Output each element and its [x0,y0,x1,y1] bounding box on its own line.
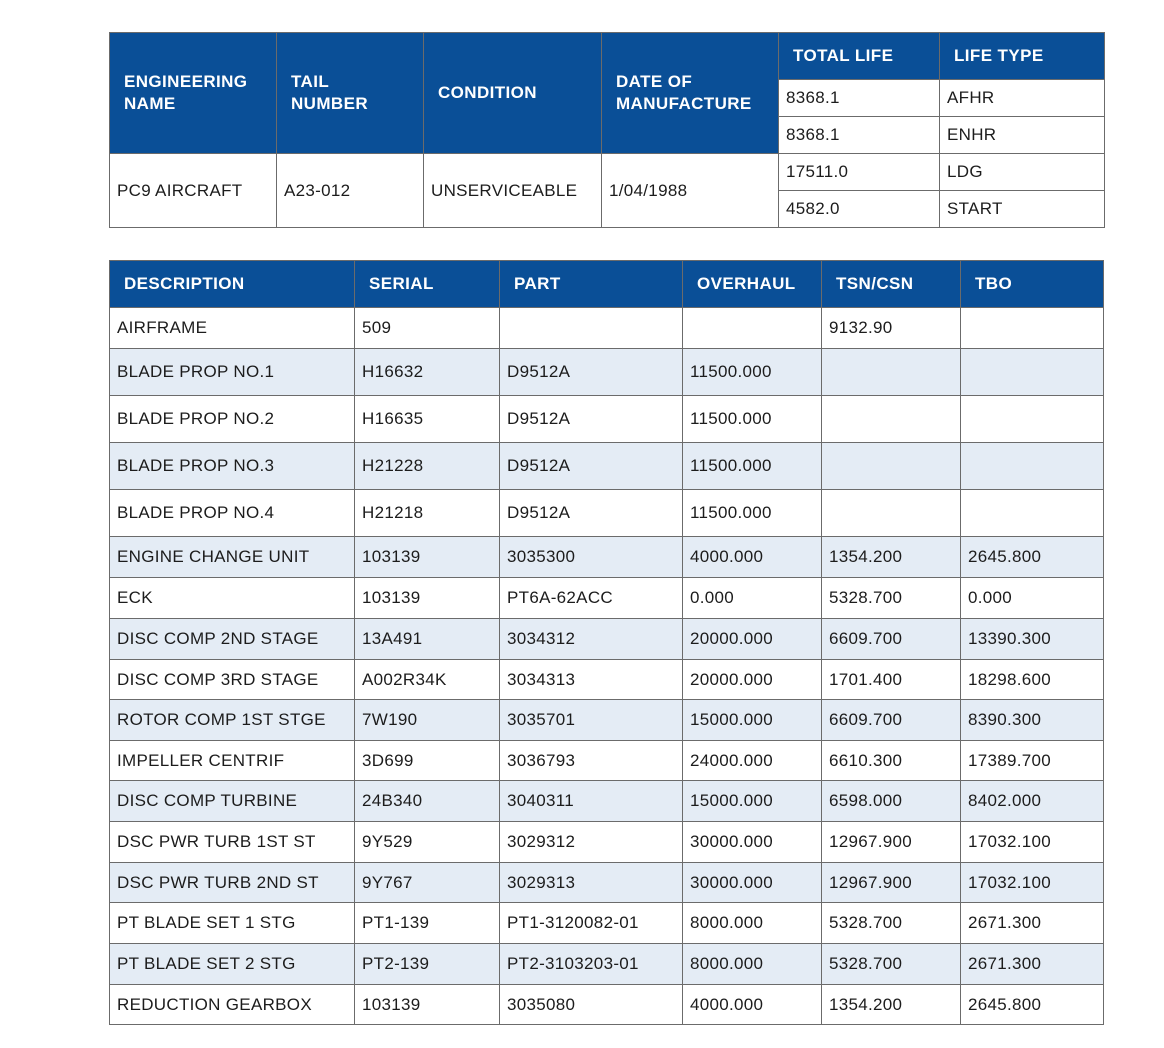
header-description: DESCRIPTION [110,261,355,308]
serial-cell: 24B340 [355,781,500,822]
aircraft-condition: UNSERVICEABLE [424,154,602,228]
header-total-life: TOTAL LIFE [779,33,940,80]
description-cell: PT BLADE SET 2 STG [110,944,355,985]
overhaul-cell: 15000.000 [683,781,822,822]
component-row [110,619,1104,660]
component-row [110,578,1104,619]
serial-cell: H16632 [355,349,500,396]
part-cell: D9512A [500,396,683,443]
description-cell: REDUCTION GEARBOX [110,985,355,1025]
part-cell: PT2-3103203-01 [500,944,683,985]
aircraft-engineering-name: PC9 AIRCRAFT [110,154,277,228]
serial-cell: PT1-139 [355,903,500,944]
tsn-csn-cell: 1354.200 [822,985,961,1025]
header-date-of-manufacture: DATE OF MANUFACTURE [602,33,779,154]
tbo-cell: 8390.300 [961,700,1104,741]
description-cell: BLADE PROP NO.2 [110,396,355,443]
header-part: PART [500,261,683,308]
tbo-cell: 2645.800 [961,537,1104,578]
serial-cell: 103139 [355,537,500,578]
overhaul-cell: 4000.000 [683,537,822,578]
part-cell: 3029313 [500,863,683,903]
tbo-cell: 2645.800 [961,985,1104,1025]
serial-cell: PT2-139 [355,944,500,985]
tsn-csn-cell: 1354.200 [822,537,961,578]
header-serial: SERIAL [355,261,500,308]
component-row [110,985,1104,1025]
part-cell: 3034312 [500,619,683,660]
tbo-cell: 8402.000 [961,781,1104,822]
part-cell: PT1-3120082-01 [500,903,683,944]
serial-cell: H21218 [355,490,500,537]
component-row [110,660,1104,700]
tbo-cell [961,349,1104,396]
tbo-cell: 13390.300 [961,619,1104,660]
description-cell: ROTOR COMP 1ST STGE [110,700,355,741]
overhaul-cell: 11500.000 [683,349,822,396]
header-tbo: TBO [961,261,1104,308]
tsn-csn-cell: 5328.700 [822,578,961,619]
overhaul-cell: 8000.000 [683,903,822,944]
tbo-cell: 2671.300 [961,944,1104,985]
serial-cell: 7W190 [355,700,500,741]
total-life-value: 8368.1 [779,117,940,154]
tsn-csn-cell: 12967.900 [822,822,961,863]
part-cell: 3035080 [500,985,683,1025]
tbo-cell [961,443,1104,490]
description-cell: DISC COMP TURBINE [110,781,355,822]
serial-cell: 13A491 [355,619,500,660]
life-type-value: AFHR [940,80,1105,117]
description-cell: BLADE PROP NO.1 [110,349,355,396]
component-row [110,349,1104,396]
tbo-cell: 0.000 [961,578,1104,619]
component-row [110,863,1104,903]
serial-cell: 509 [355,308,500,349]
component-row [110,308,1104,349]
component-row [110,781,1104,822]
description-cell: PT BLADE SET 1 STG [110,903,355,944]
overhaul-cell: 11500.000 [683,490,822,537]
header-engineering-name: ENGINEERING NAME [110,33,277,154]
tbo-cell: 17032.100 [961,822,1104,863]
component-row [110,443,1104,490]
tsn-csn-cell [822,349,961,396]
tsn-csn-cell [822,396,961,443]
overhaul-cell: 8000.000 [683,944,822,985]
tbo-cell: 17032.100 [961,863,1104,903]
part-cell [500,308,683,349]
component-row [110,700,1104,741]
aircraft-tail-number: A23-012 [277,154,424,228]
description-cell: BLADE PROP NO.3 [110,443,355,490]
description-cell: IMPELLER CENTRIF [110,741,355,781]
description-cell: ECK [110,578,355,619]
part-cell: PT6A-62ACC [500,578,683,619]
part-cell: D9512A [500,349,683,396]
description-cell: DSC PWR TURB 2ND ST [110,863,355,903]
tsn-csn-cell: 6610.300 [822,741,961,781]
part-cell: 3036793 [500,741,683,781]
header-tsn-csn: TSN/CSN [822,261,961,308]
description-cell: BLADE PROP NO.4 [110,490,355,537]
part-cell: 3035300 [500,537,683,578]
component-row [110,741,1104,781]
tbo-cell: 2671.300 [961,903,1104,944]
tsn-csn-cell: 5328.700 [822,903,961,944]
description-cell: AIRFRAME [110,308,355,349]
tsn-csn-cell: 12967.900 [822,863,961,903]
overhaul-cell: 11500.000 [683,396,822,443]
part-cell: 3040311 [500,781,683,822]
serial-cell: 9Y767 [355,863,500,903]
life-type-value: LDG [940,154,1105,191]
part-cell: D9512A [500,443,683,490]
component-row [110,903,1104,944]
tbo-cell [961,308,1104,349]
serial-cell: 3D699 [355,741,500,781]
total-life-value: 17511.0 [779,154,940,191]
component-row [110,490,1104,537]
tbo-cell: 17389.700 [961,741,1104,781]
overhaul-cell [683,308,822,349]
tsn-csn-cell: 1701.400 [822,660,961,700]
overhaul-cell: 24000.000 [683,741,822,781]
components-table [109,260,1104,1025]
description-cell: DISC COMP 2ND STAGE [110,619,355,660]
serial-cell: 103139 [355,578,500,619]
aircraft-summary-table [109,32,1105,228]
serial-cell: H21228 [355,443,500,490]
description-cell: DSC PWR TURB 1ST ST [110,822,355,863]
tbo-cell [961,490,1104,537]
tsn-csn-cell: 9132.90 [822,308,961,349]
overhaul-cell: 20000.000 [683,660,822,700]
aircraft-date-of-manufacture: 1/04/1988 [602,154,779,228]
component-row [110,944,1104,985]
part-cell: D9512A [500,490,683,537]
component-row [110,822,1104,863]
overhaul-cell: 11500.000 [683,443,822,490]
description-cell: DISC COMP 3RD STAGE [110,660,355,700]
header-condition: CONDITION [424,33,602,154]
serial-cell: 103139 [355,985,500,1025]
tbo-cell [961,396,1104,443]
overhaul-cell: 30000.000 [683,822,822,863]
tsn-csn-cell: 6609.700 [822,700,961,741]
tsn-csn-cell: 6598.000 [822,781,961,822]
component-row [110,396,1104,443]
serial-cell: H16635 [355,396,500,443]
overhaul-cell: 30000.000 [683,863,822,903]
overhaul-cell: 15000.000 [683,700,822,741]
serial-cell: A002R34K [355,660,500,700]
tsn-csn-cell: 6609.700 [822,619,961,660]
overhaul-cell: 0.000 [683,578,822,619]
tbo-cell: 18298.600 [961,660,1104,700]
life-type-value: ENHR [940,117,1105,154]
components-header-row [110,261,1104,308]
header-life-type: LIFE TYPE [940,33,1105,80]
total-life-value: 4582.0 [779,191,940,228]
overhaul-cell: 4000.000 [683,985,822,1025]
part-cell: 3029312 [500,822,683,863]
component-row [110,537,1104,578]
header-overhaul: OVERHAUL [683,261,822,308]
part-cell: 3035701 [500,700,683,741]
components-body [110,308,1104,1025]
tsn-csn-cell [822,443,961,490]
header-tail-number: TAIL NUMBER [277,33,424,154]
life-type-value: START [940,191,1105,228]
serial-cell: 9Y529 [355,822,500,863]
total-life-value: 8368.1 [779,80,940,117]
life-row [110,154,1105,191]
overhaul-cell: 20000.000 [683,619,822,660]
part-cell: 3034313 [500,660,683,700]
tsn-csn-cell [822,490,961,537]
description-cell: ENGINE CHANGE UNIT [110,537,355,578]
tsn-csn-cell: 5328.700 [822,944,961,985]
